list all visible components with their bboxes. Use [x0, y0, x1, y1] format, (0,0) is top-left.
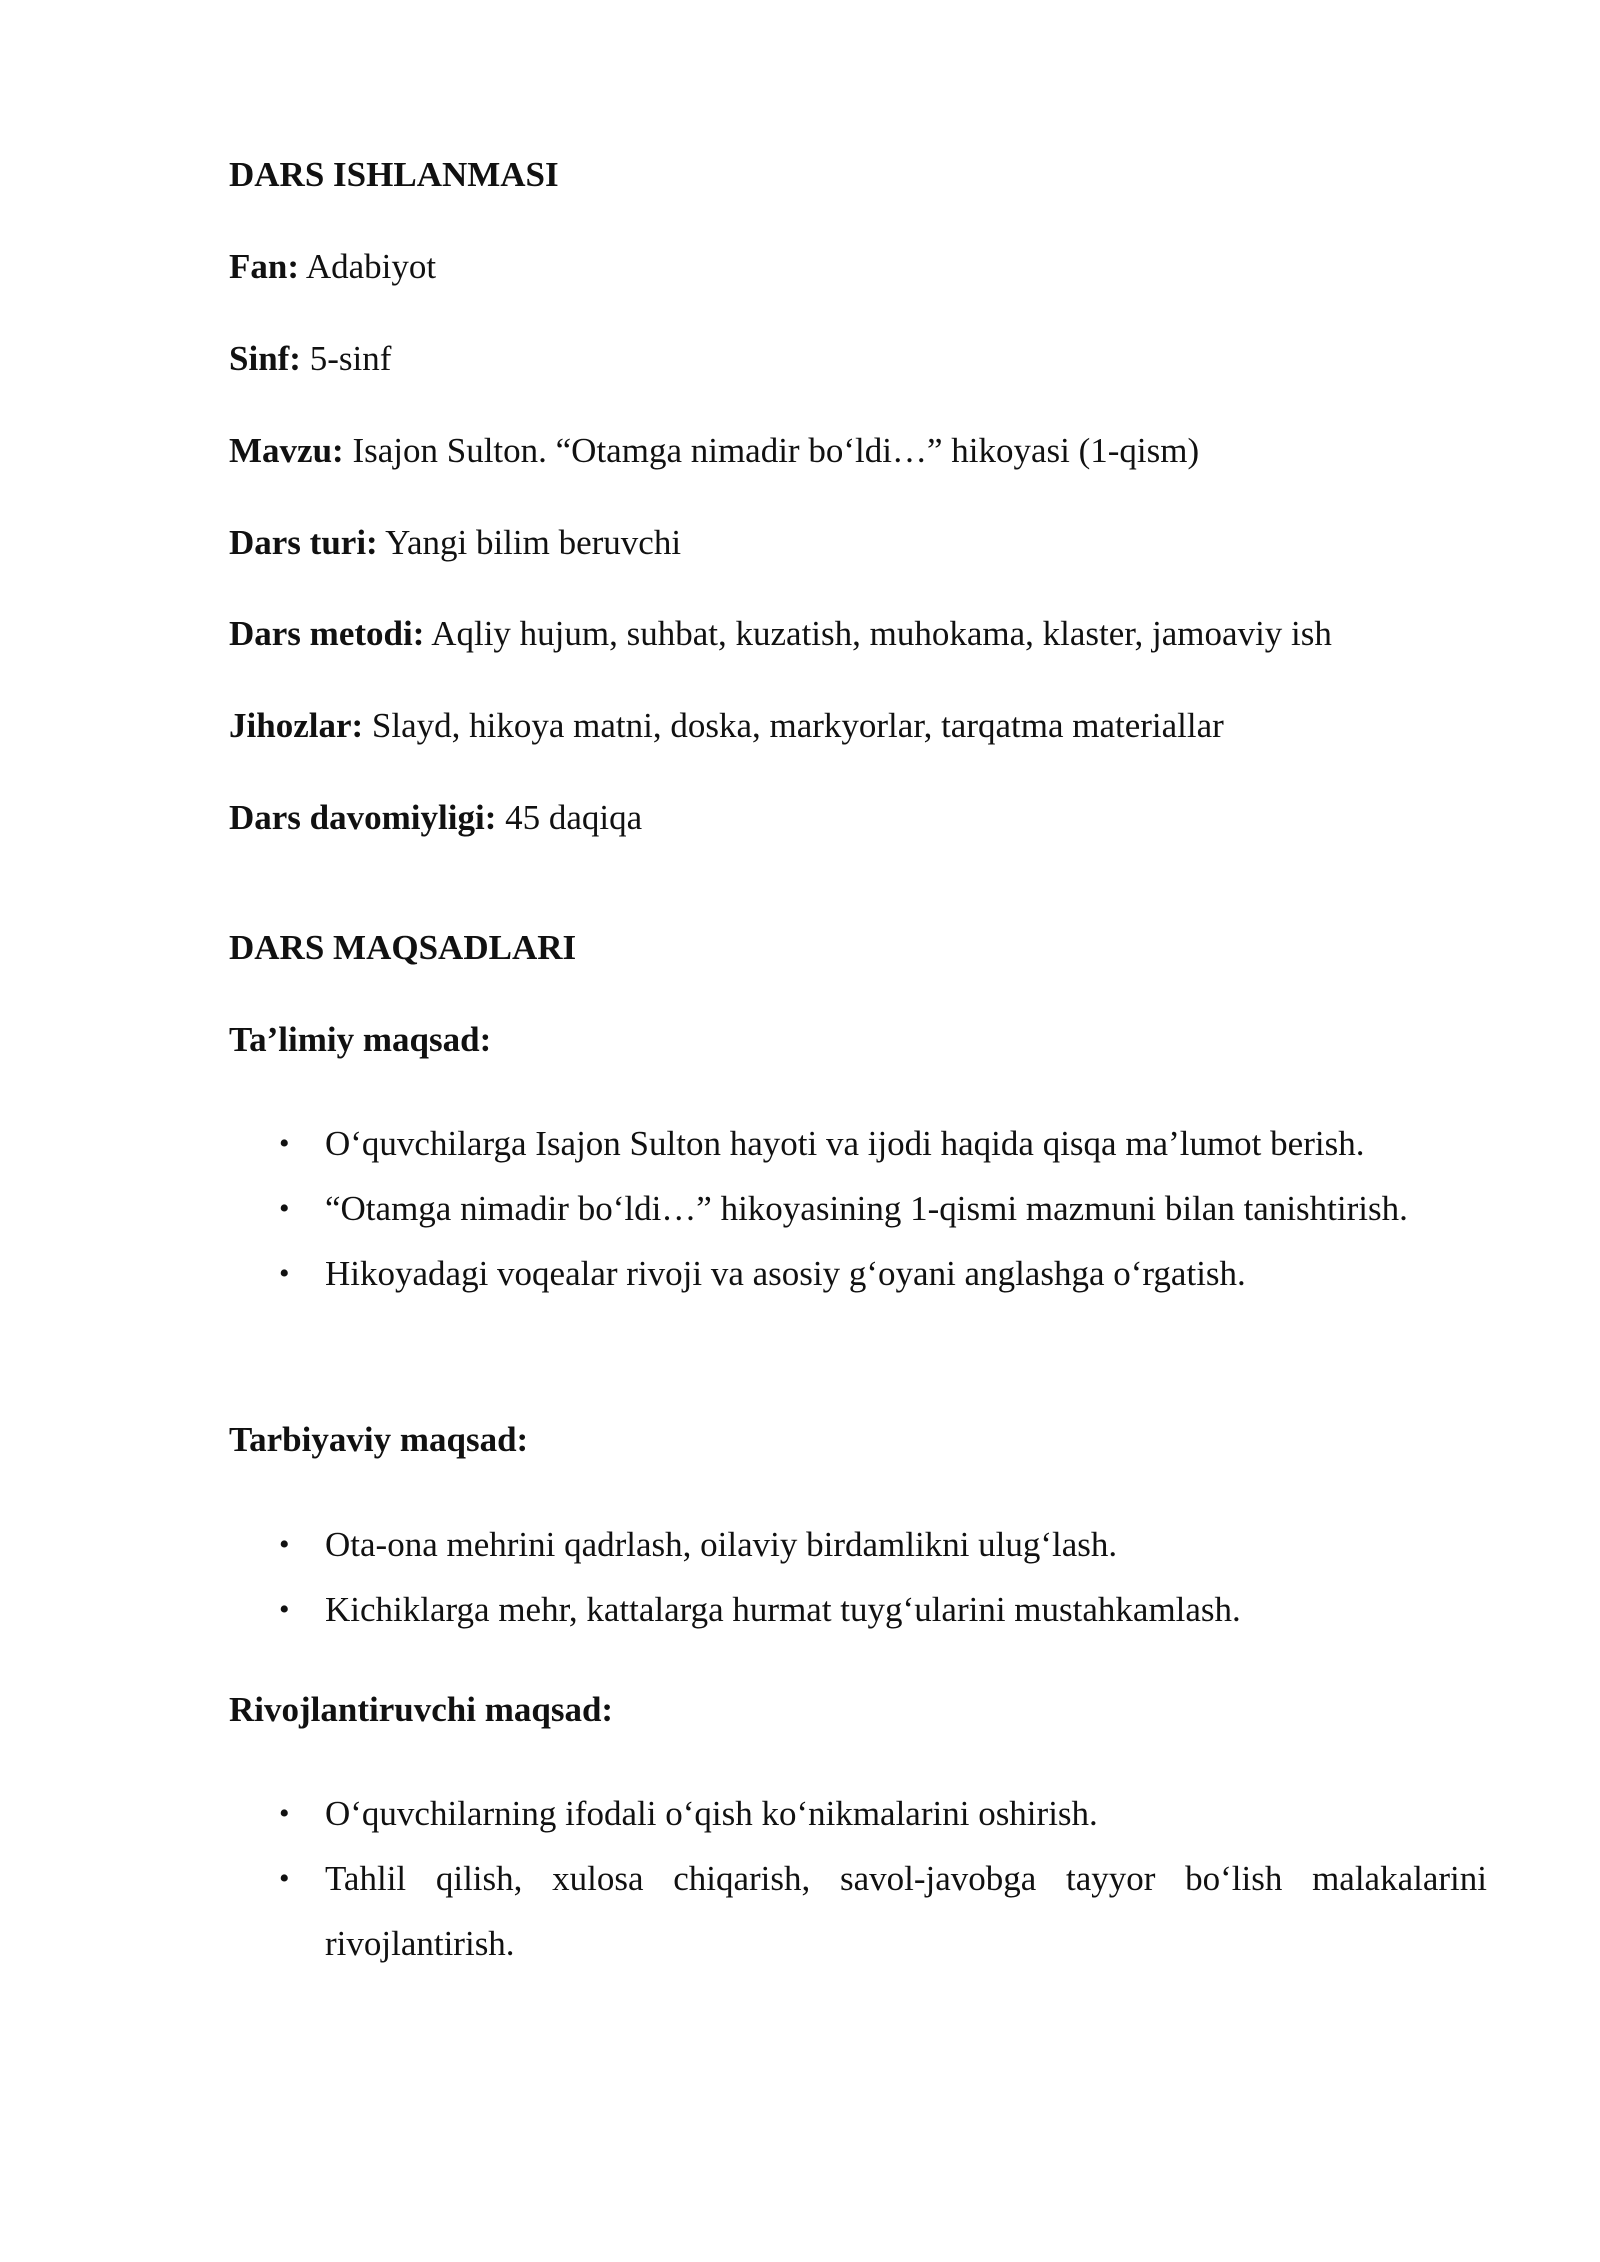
goal-heading-developmental: Rivojlantiruvchi maqsad: — [229, 1690, 614, 1729]
goal-list-upbringing — [229, 1512, 1487, 1642]
list-item-text: Hikoyadagi voqealar rivoji va asosiy g‘oyani anglashga o‘rgatish. — [325, 1254, 1246, 1293]
field-equipment — [229, 706, 1224, 746]
field-grade — [229, 339, 391, 379]
list-item — [229, 1781, 1487, 1846]
field-label: Jihozlar: — [229, 706, 364, 745]
field-label: Dars davomiyligi: — [229, 798, 497, 837]
list-item — [229, 1241, 1487, 1306]
field-value: 45 daqiqa — [505, 798, 643, 837]
list-item-text: O‘quvchilarga Isajon Sulton hayoti va ijodi haqida qisqa ma’lumot berish. — [325, 1124, 1365, 1163]
goals-title: DARS MAQSADLARI — [229, 928, 577, 967]
document-title: DARS ISHLANMASI — [229, 155, 559, 194]
field-duration — [229, 798, 642, 838]
list-item — [229, 1176, 1487, 1241]
goal-list-educational — [229, 1111, 1487, 1306]
bullet-icon: • — [279, 1862, 290, 1895]
field-label: Mavzu: — [229, 431, 344, 470]
field-value: Yangi bilim beruvchi — [385, 523, 682, 562]
list-item — [229, 1577, 1487, 1642]
list-item — [229, 1846, 1487, 1976]
field-topic — [229, 431, 1199, 471]
bullet-icon: • — [279, 1127, 290, 1160]
field-value: Isajon Sulton. “Otamga nimadir bo‘ldi…” hikoyasi (1-qism) — [352, 431, 1200, 470]
field-label: Fan: — [229, 247, 299, 286]
bullet-icon: • — [279, 1192, 290, 1225]
field-subject — [229, 247, 436, 287]
goal-heading-educational: Ta’limiy maqsad: — [229, 1020, 492, 1059]
list-item-text: Tahlil qilish, xulosa chiqarish, savol-javobga tayyor bo‘lish malakalarini rivojlantirish. — [325, 1859, 1487, 1963]
field-value: Aqliy hujum, suhbat, kuzatish, muhokama, klaster, jamoaviy ish — [431, 614, 1332, 653]
list-item — [229, 1512, 1487, 1577]
field-value: Adabiyot — [305, 247, 437, 286]
goal-heading-upbringing: Tarbiyaviy maqsad: — [229, 1420, 529, 1459]
list-item-text: Kichiklarga mehr, kattalarga hurmat tuyg‘ularini mustahkamlash. — [325, 1590, 1241, 1629]
list-item-text: “Otamga nimadir bo‘ldi…” hikoyasining 1-qismi mazmuni bilan tanishtirish. — [325, 1189, 1408, 1228]
bullet-icon: • — [279, 1257, 290, 1290]
field-label: Dars metodi: — [229, 614, 425, 653]
bullet-icon: • — [279, 1593, 290, 1626]
list-item-text: O‘quvchilarning ifodali o‘qish ko‘nikmalarini oshirish. — [325, 1794, 1098, 1833]
list-item — [229, 1111, 1487, 1176]
bullet-icon: • — [279, 1528, 290, 1561]
field-value: 5-sinf — [309, 339, 392, 378]
bullet-icon: • — [279, 1797, 290, 1830]
field-label: Dars turi: — [229, 523, 378, 562]
field-lesson-type — [229, 523, 681, 563]
goal-list-developmental — [229, 1781, 1487, 1976]
field-value: Slayd, hikoya matni, doska, markyorlar, tarqatma materiallar — [371, 706, 1224, 745]
field-lesson-method — [229, 614, 1332, 654]
list-item-text: Ota-ona mehrini qadrlash, oilaviy birdamlikni ulug‘lash. — [325, 1525, 1118, 1564]
field-label: Sinf: — [229, 339, 301, 378]
